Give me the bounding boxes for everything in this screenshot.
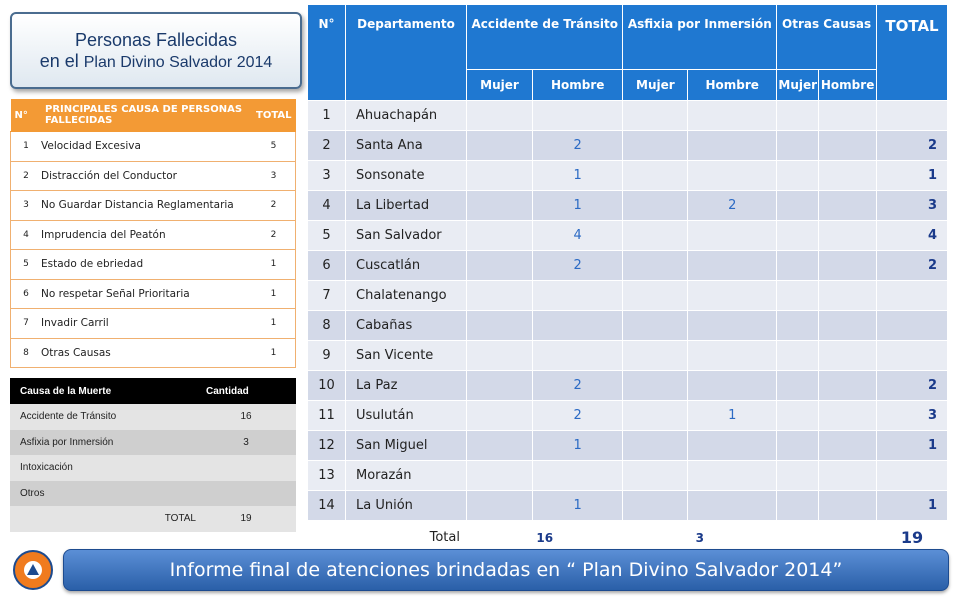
main-header-row-1 (308, 5, 948, 70)
row-value (467, 101, 533, 131)
causes-row-total: 1 (252, 279, 295, 309)
row-number: 13 (308, 461, 346, 491)
row-value: 2 (532, 251, 623, 281)
title-line-2-prefix: en el (39, 51, 84, 71)
main-header-total: TOTAL (877, 5, 948, 101)
row-value (532, 281, 623, 311)
row-department: La Unión (346, 491, 467, 521)
row-number: 1 (308, 101, 346, 131)
title-box (10, 12, 302, 89)
summary-row (10, 430, 296, 456)
table-row (308, 461, 948, 491)
row-value: 1 (532, 431, 623, 461)
row-value (777, 161, 819, 191)
row-department: Cuscatlán (346, 251, 467, 281)
row-value: 1 (688, 401, 777, 431)
row-value (688, 221, 777, 251)
causes-row-total: 2 (252, 191, 295, 221)
row-value (688, 491, 777, 521)
row-total: 3 (877, 401, 948, 431)
civil-protection-logo-icon (13, 550, 53, 590)
causes-header-cause: PRINCIPALES CAUSA DE PERSONAS FALLECIDAS (41, 99, 252, 132)
total-accidente: 16 (467, 521, 623, 555)
row-value (688, 341, 777, 371)
row-value (532, 311, 623, 341)
table-row (308, 101, 948, 131)
row-total (877, 341, 948, 371)
table-row (308, 311, 948, 341)
row-value (623, 101, 688, 131)
causes-row (11, 191, 296, 221)
row-value: 1 (532, 191, 623, 221)
row-department: San Vicente (346, 341, 467, 371)
row-value (777, 281, 819, 311)
row-department: San Salvador (346, 221, 467, 251)
row-value: 1 (532, 161, 623, 191)
row-value (623, 131, 688, 161)
causes-header-row (11, 99, 296, 132)
causes-row-total: 1 (252, 250, 295, 280)
row-value (819, 101, 877, 131)
row-value (777, 131, 819, 161)
main-body (308, 101, 948, 555)
causes-row-number: 7 (11, 309, 42, 339)
row-value (467, 401, 533, 431)
row-value (819, 161, 877, 191)
row-value (688, 311, 777, 341)
causes-row-cause: Distracción del Conductor (41, 161, 252, 191)
causes-row (11, 132, 296, 162)
table-row (308, 341, 948, 371)
row-value (819, 461, 877, 491)
row-total: 3 (877, 191, 948, 221)
summary-row-qty: 16 (196, 404, 296, 430)
row-number: 14 (308, 491, 346, 521)
row-department: Sonsonate (346, 161, 467, 191)
causes-row-number: 6 (11, 279, 42, 309)
row-total (877, 461, 948, 491)
summary-row-qty: 3 (196, 430, 296, 456)
summary-row-qty (196, 455, 296, 481)
row-value (623, 371, 688, 401)
row-value (819, 281, 877, 311)
row-value (688, 281, 777, 311)
total-asfixia: 3 (623, 521, 777, 555)
row-value (819, 191, 877, 221)
causes-header-n: N° (11, 99, 42, 132)
summary-row (10, 404, 296, 430)
row-number: 10 (308, 371, 346, 401)
row-number: 9 (308, 341, 346, 371)
table-row (308, 161, 948, 191)
causes-row (11, 309, 296, 339)
row-value (532, 341, 623, 371)
summary-body (10, 404, 296, 532)
row-value (777, 191, 819, 221)
row-total: 2 (877, 251, 948, 281)
row-value: 4 (532, 221, 623, 251)
causes-row (11, 279, 296, 309)
row-value (467, 371, 533, 401)
row-value (467, 491, 533, 521)
main-header-hombre: Hombre (532, 70, 623, 101)
table-row (308, 191, 948, 221)
row-total: 1 (877, 431, 948, 461)
causes-row-cause: Otras Causas (41, 338, 252, 368)
row-value (819, 491, 877, 521)
row-value: 2 (532, 131, 623, 161)
causes-body (11, 132, 296, 368)
row-value (777, 341, 819, 371)
causes-row-cause: Imprudencia del Peatón (41, 220, 252, 250)
row-value (777, 311, 819, 341)
row-value (467, 161, 533, 191)
logo-triangle (27, 564, 39, 575)
causes-row-cause: No respetar Señal Prioritaria (41, 279, 252, 309)
row-value (467, 281, 533, 311)
table-row (308, 401, 948, 431)
row-value: 1 (532, 491, 623, 521)
row-value (819, 341, 877, 371)
row-value: 2 (532, 401, 623, 431)
row-value (467, 191, 533, 221)
causes-row-total: 1 (252, 309, 295, 339)
row-total (877, 101, 948, 131)
row-value (688, 131, 777, 161)
main-header-mujer: Mujer (777, 70, 819, 101)
summary-row-cause: Intoxicación (10, 455, 196, 481)
row-value (777, 251, 819, 281)
row-number: 2 (308, 131, 346, 161)
row-value (467, 221, 533, 251)
main-header-hombre: Hombre (819, 70, 877, 101)
row-value (623, 431, 688, 461)
row-value (777, 101, 819, 131)
total-label: Total (308, 521, 467, 555)
main-header-asfixia: Asfixia por Inmersión (623, 5, 777, 70)
row-number: 11 (308, 401, 346, 431)
row-value (777, 371, 819, 401)
row-value (623, 281, 688, 311)
row-value (623, 311, 688, 341)
row-value (819, 371, 877, 401)
causes-row (11, 338, 296, 368)
summary-total-row (10, 506, 296, 532)
title-line-2-main: Plan Divino Salvador 2014 (83, 54, 273, 71)
causes-row-number: 3 (11, 191, 42, 221)
row-number: 4 (308, 191, 346, 221)
row-value (467, 341, 533, 371)
causes-row (11, 250, 296, 280)
main-header-n: N° (308, 5, 346, 101)
row-value (688, 431, 777, 461)
row-value (467, 311, 533, 341)
causes-row-number: 1 (11, 132, 42, 162)
causes-header-total: TOTAL (252, 99, 295, 132)
summary-total-label: TOTAL (10, 506, 196, 532)
row-value (467, 251, 533, 281)
row-value (467, 131, 533, 161)
summary-row-qty (196, 481, 296, 507)
row-total: 4 (877, 221, 948, 251)
title-line-1: Personas Fallecidas (74, 30, 238, 50)
row-value (688, 251, 777, 281)
row-total (877, 281, 948, 311)
row-value (623, 341, 688, 371)
summary-header-row (10, 378, 296, 404)
row-value (777, 401, 819, 431)
table-row (308, 251, 948, 281)
summary-table (10, 378, 296, 532)
row-value (819, 311, 877, 341)
row-value (467, 461, 533, 491)
row-department: Santa Ana (346, 131, 467, 161)
row-department: La Paz (346, 371, 467, 401)
table-row (308, 371, 948, 401)
causes-row-total: 5 (252, 132, 295, 162)
causes-row-cause: Invadir Carril (41, 309, 252, 339)
table-row (308, 281, 948, 311)
causes-row-number: 4 (11, 220, 42, 250)
causes-table (10, 99, 296, 368)
row-value (688, 101, 777, 131)
row-value: 2 (688, 191, 777, 221)
summary-row (10, 455, 296, 481)
summary-header-cause: Causa de la Muerte (10, 378, 196, 404)
causes-row-cause: Velocidad Excesiva (41, 132, 252, 162)
row-value (623, 461, 688, 491)
causes-row-cause: No Guardar Distancia Reglamentaria (41, 191, 252, 221)
row-department: Usulután (346, 401, 467, 431)
main-header-hombre: Hombre (688, 70, 777, 101)
row-department: La Libertad (346, 191, 467, 221)
main-header-mujer: Mujer (623, 70, 688, 101)
summary-row (10, 481, 296, 507)
row-total: 2 (877, 371, 948, 401)
summary-header-qty: Cantidad (196, 378, 296, 404)
main-header-otras: Otras Causas (777, 5, 877, 70)
row-value (623, 491, 688, 521)
row-value (777, 491, 819, 521)
causes-row-number: 8 (11, 338, 42, 368)
row-value (777, 221, 819, 251)
table-row (308, 131, 948, 161)
row-value (623, 191, 688, 221)
row-department: Ahuachapán (346, 101, 467, 131)
row-total: 1 (877, 161, 948, 191)
report-banner: Informe final de atenciones brindadas en “ Plan Divino Salvador 2014” (63, 549, 949, 591)
row-number: 6 (308, 251, 346, 281)
summary-total-value: 19 (196, 506, 296, 532)
summary-row-cause: Otros (10, 481, 196, 507)
main-header-dept: Departamento (346, 5, 467, 101)
table-row (308, 491, 948, 521)
causes-row (11, 161, 296, 191)
row-value: 2 (532, 371, 623, 401)
row-value (623, 221, 688, 251)
row-value (819, 131, 877, 161)
main-header-accidente: Accidente de Tránsito (467, 5, 623, 70)
row-total: 1 (877, 491, 948, 521)
row-total: 2 (877, 131, 948, 161)
causes-row-number: 5 (11, 250, 42, 280)
table-row (308, 431, 948, 461)
causes-row-total: 3 (252, 161, 295, 191)
row-department: San Miguel (346, 431, 467, 461)
row-value (623, 161, 688, 191)
row-number: 8 (308, 311, 346, 341)
total-grand: 19 (877, 521, 948, 555)
row-number: 3 (308, 161, 346, 191)
causes-row-total: 1 (252, 338, 295, 368)
summary-row-cause: Accidente de Tránsito (10, 404, 196, 430)
row-number: 5 (308, 221, 346, 251)
row-value (467, 431, 533, 461)
row-value (777, 461, 819, 491)
row-total (877, 311, 948, 341)
row-value (777, 431, 819, 461)
causes-row-total: 2 (252, 220, 295, 250)
row-value (623, 251, 688, 281)
row-value (819, 221, 877, 251)
row-value (688, 371, 777, 401)
table-row (308, 221, 948, 251)
row-value (532, 461, 623, 491)
row-department: Chalatenango (346, 281, 467, 311)
row-value (688, 461, 777, 491)
row-value (688, 161, 777, 191)
row-number: 7 (308, 281, 346, 311)
main-header-mujer: Mujer (467, 70, 533, 101)
row-value (819, 431, 877, 461)
causes-row (11, 220, 296, 250)
row-department: Morazán (346, 461, 467, 491)
department-table (307, 4, 948, 555)
causes-row-number: 2 (11, 161, 42, 191)
row-value (532, 101, 623, 131)
causes-row-cause: Estado de ebriedad (41, 250, 252, 280)
summary-row-cause: Asfixia por Inmersión (10, 430, 196, 456)
row-value (819, 401, 877, 431)
row-value (819, 251, 877, 281)
row-department: Cabañas (346, 311, 467, 341)
row-value (623, 401, 688, 431)
row-number: 12 (308, 431, 346, 461)
title-line-2 (12, 51, 300, 72)
